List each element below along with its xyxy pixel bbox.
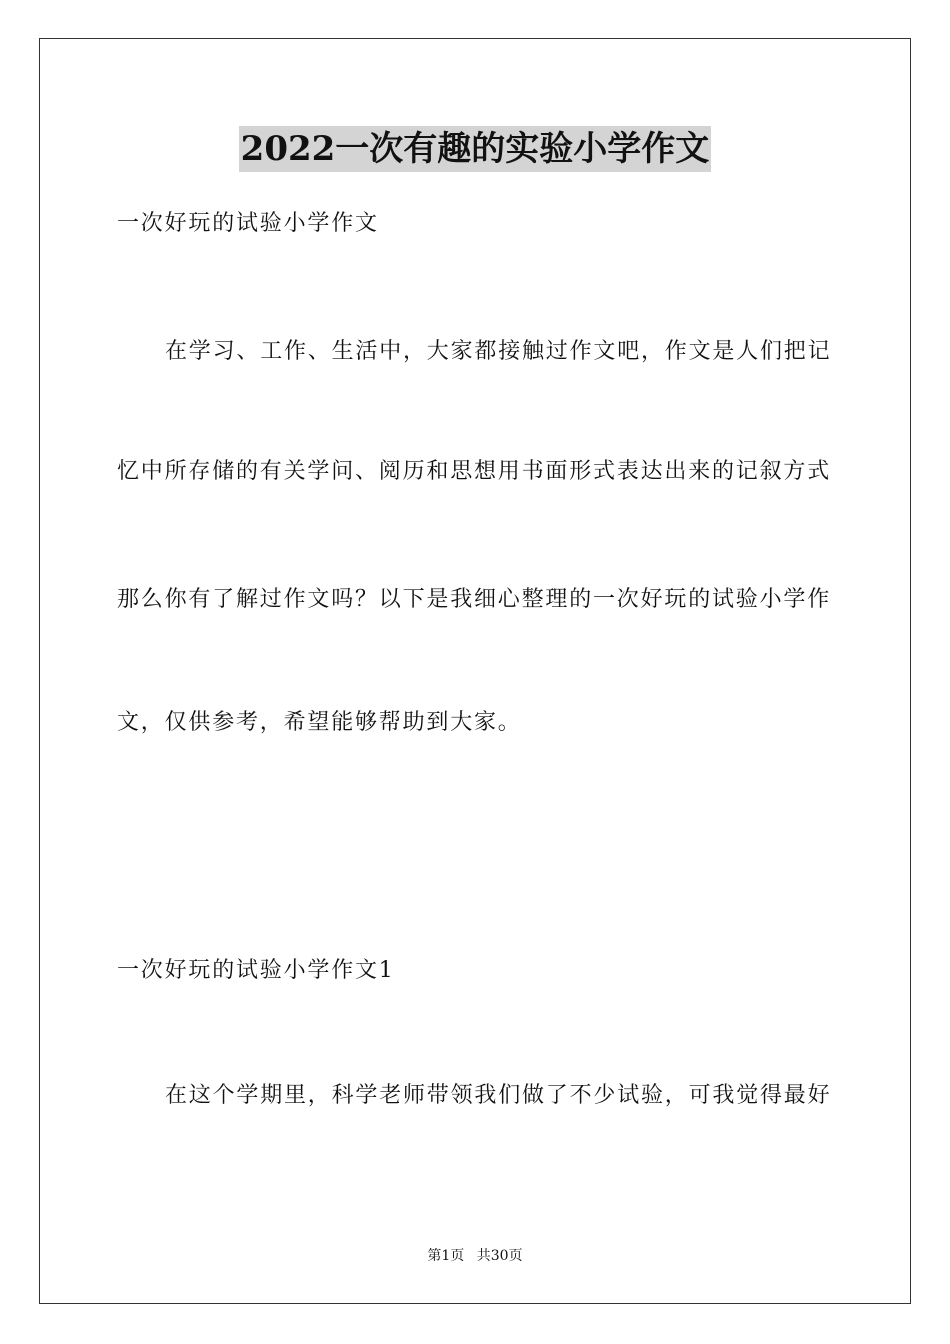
page-number: 第1页 [427, 1248, 465, 1264]
document-title: 2022一次有趣的实验小学作文 [239, 126, 712, 172]
paragraph-line: 在这个学期里，科学老师带领我们做了不少试验，可我觉得最好 [165, 1083, 832, 1108]
document-subtitle: 一次好玩的试验小学作文 [117, 211, 379, 236]
title-container [0, 126, 950, 172]
page-footer [0, 1246, 950, 1266]
paragraph-line: 那么你有了解过作文吗？以下是我细心整理的一次好玩的试验小学作 [117, 587, 832, 612]
paragraph-line: 文，仅供参考，希望能够帮助到大家。 [117, 710, 522, 735]
paragraph-line: 忆中所存储的有关学问、阅历和思想用书面形式表达出来的记叙方式 [117, 459, 832, 484]
paragraph-line: 在学习、工作、生活中，大家都接触过作文吧，作文是人们把记 [165, 339, 832, 364]
section-heading: 一次好玩的试验小学作文1 [117, 958, 395, 983]
page-total: 共30页 [476, 1248, 523, 1264]
